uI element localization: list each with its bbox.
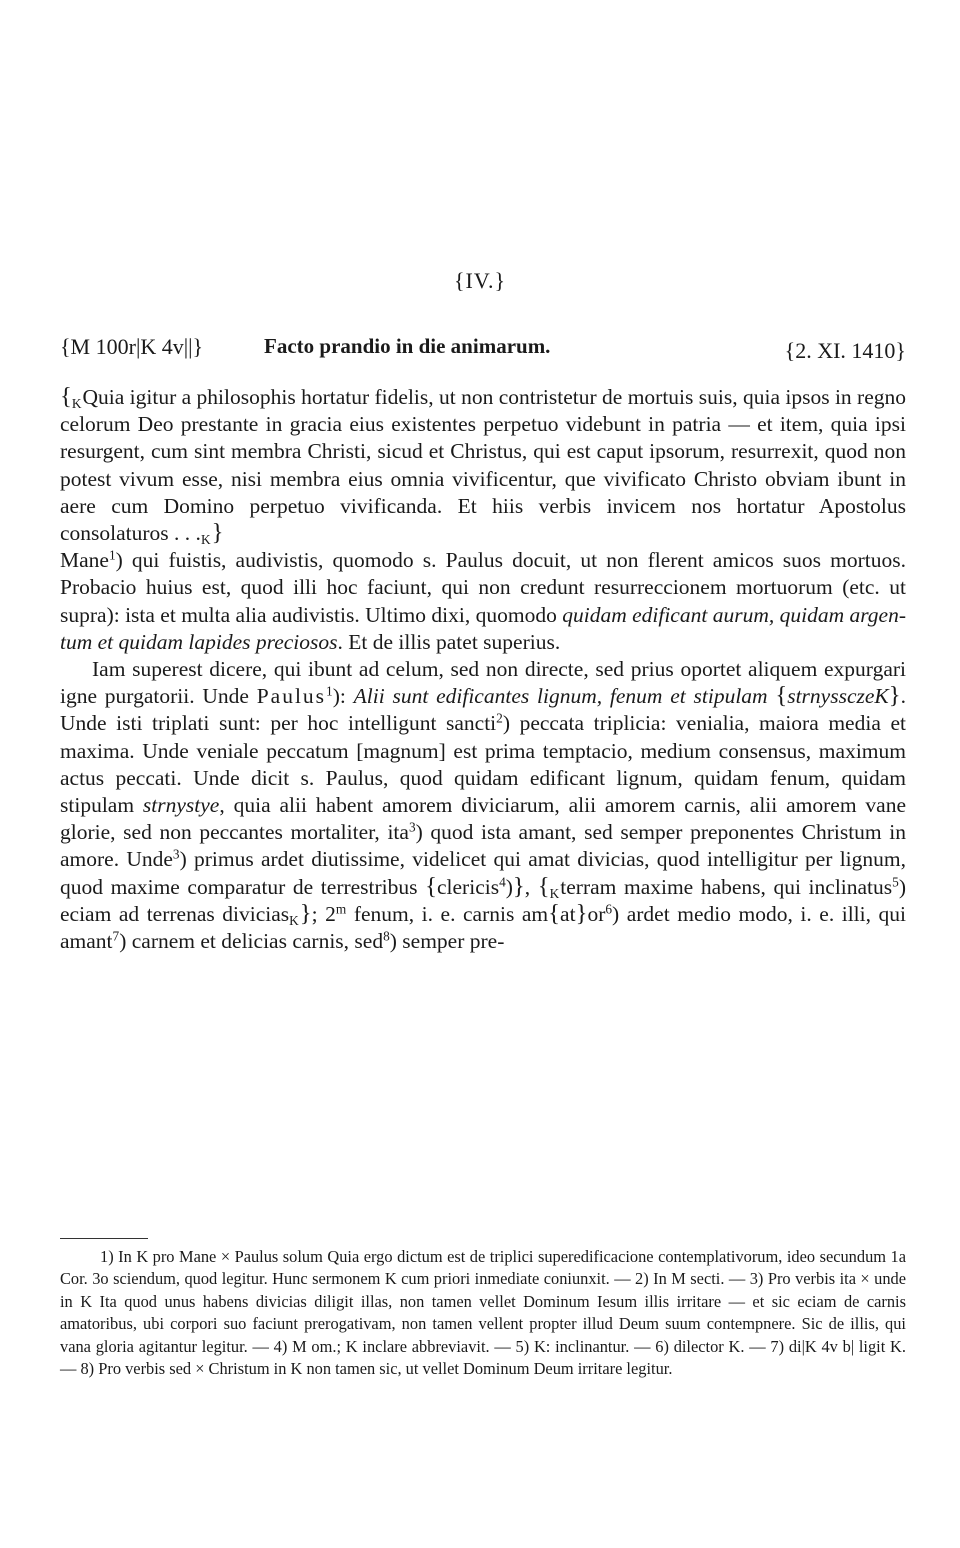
body-text (60, 384, 906, 955)
footnote-ref: 3 (172, 847, 180, 863)
manuscript-siglum: {M 100r|K 4v||} (60, 334, 204, 359)
sermon-title: Facto prandio in die animarum. (264, 334, 551, 358)
footnotes (60, 1246, 906, 1380)
footnote-ref: 1 (108, 547, 116, 563)
paragraph-1: {KQuia igitur a philosophis hortatur fidelis, ut non contristetur de mortuis suis, quia ipsos in regno celorum Deo prestante in gracia eius existentes perpetuo videbunt in patria — et item, quia ipsi resurgent, cum sint membra Christi, sicud et Christus, qui est caput ipsorum, resurrexit, quod non potest vivum esse, nisi membra eius omnia vivificentur, que vivificato Christo obviam ibunt in aere cum Domino perpetuo vivificanda. Et hiis verbis invicem nos hortatur Apostolus consolaturos . . .K} (60, 383, 906, 547)
paragraph-3: Iam superest dicere, qui ibunt ad celum, sed non directe, sed prius oportet aliquem expurgari igne purgatorii. Unde Paulus$^1$): Alii sunt edificantes lignum, fenum et stipulam {strnyssczeK}. Unde isti triplati sunt: per hoc intelligunt sancti$^2$) peccata triplicia: venialia, maiora media et maxima. Unde veniale peccatum [magnum] est prima temptacio, medium consensus, maximum actus peccati. Unde dicit s. Paulus, quod quidam edificant lignum, quidam fenum, quidam stipulam strnystye, quia alii habent amorem diviciarum, alii amorem carnis, alii amorem vane glorie, sed non peccantes mortaliter, ita$^3$) quod ista amant, sed semper preponentes Christum in amore. Unde$^3$) primus ardet diutissime, videlicet qui amat divicias, quod intelligitur per lignum, quod maxime comparatur de terrestribus {clericis$^4$)}, {Kterram maxime habens, qui inclinatus$^5$) eciam ad terrenas diviciasK}; 2$^m$ fenum, i. e. carnis $am\{at\}or^6$) ardet medio modo, i. e. illi, qui amant$^7$) carnem et delicias carnis, sed$^8$) semper pre- (60, 657, 907, 954)
footnote-ref: 8 (383, 928, 390, 944)
footnote-ref: 5 (892, 874, 899, 890)
footnote-ref: 3 (408, 819, 416, 835)
footnote-ref: 4 (499, 874, 506, 890)
footnote-ref: 7 (112, 928, 120, 944)
name-paulus: Paulus (256, 684, 327, 709)
czech-gloss: strnyssczeK (787, 684, 889, 709)
section-number: {IV.} (454, 268, 506, 293)
footnote-ref: 2 (496, 711, 503, 727)
sermon-heading (60, 334, 906, 370)
footnote-block: 1) In K pro Mane × Paulus solum Quia ergo dictum est de triplici superedificacione contemplativorum, ideo secundum 1a Cor. 3o sciendum, quod legitur. Hunc sermonem K cum priori inmediate coniunxit. — 2) In M secti. — 3) Pro verbis ita × unde in K Ita quod unus habens divicias diligit illas, non tamen vellet Dominum Iesum illis irritare — et sic eciam de carnis amatoribus, ubi corpori suo faciunt prerogativam, non tamen vellent propter illud Deum suum contempnere. Sic de illis, qui vana gloria agitantur legitur. — 4) M om.; K inclare abbreviavit. — 5) K: inclinantur. — 6) dilector K. — 7) di|K 4v b| ligit K. — 8) Pro verbis sed × Christum in K non tamen sic, ut vellet Dominum Deum irritare legitur. (60, 1247, 906, 1379)
czech-gloss: strnystye (142, 793, 220, 818)
sermon-date: {2. XI. 1410} (784, 338, 906, 363)
footnote-ref: 6 (605, 901, 613, 917)
paragraph-1-text: Quia igitur a philosophis hortatur fidelis, ut non contristetur de mortuis suis, quia ipsos in regno celorum Deo prestante in gracia eius existentes perpetuo videbunt in patria — et item, quia ipsi resurgent, cum sint membra Christi, sicud et Christus, qui est caput ipsorum, resurrexit, quod non potest vivum esse, nisi membra eius omnia vivificentur, que vivificato Christo obviam ibunt in aere cum Domino perpetuo vivificanda. Et hiis verbis invicem nos hortatur Apostolus consolaturos . . . (60, 385, 906, 546)
footnote-divider (60, 1238, 148, 1239)
footnote-ref: 1 (326, 683, 333, 699)
paragraph-2: Mane$^1$) qui fuistis, audivistis, quomodo s. Paulus docuit, ut non flerent amicos suos mortuos. Probacio huius est, quod illi hoc faciunt, qui non credunt resurreccionem mortuorum (etc. ut supra): ista et multa alia audivistis. Ultimo dixi, quomodo quidam edificant aurum, quidam argentum et quidam lapides preciosos. Et de illis patet superius. (60, 547, 906, 654)
